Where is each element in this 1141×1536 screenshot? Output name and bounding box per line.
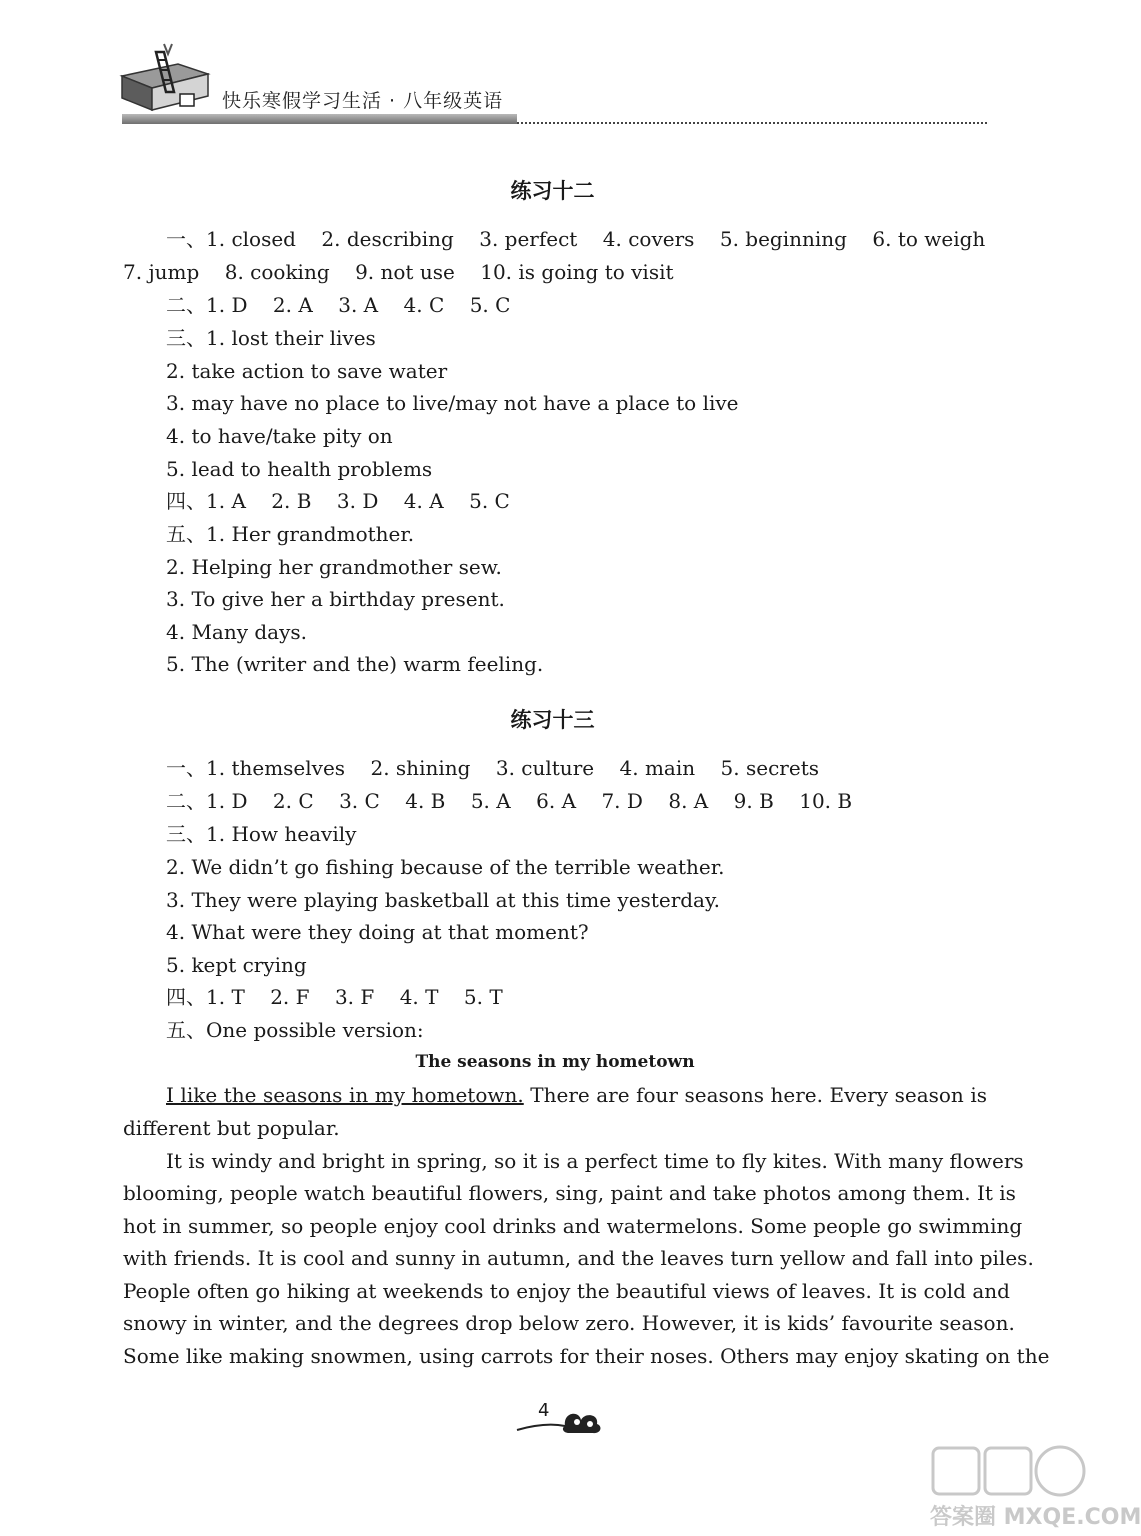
- essay-text: blooming, people watch beautiful flowers, sing, paint and take photos among them. It is: [123, 1181, 1016, 1205]
- essay-topic-sentence: I like the seasons in my hometown.: [166, 1083, 524, 1107]
- essay-paragraph-2-line: [123, 1343, 1050, 1369]
- answer-line: 3. may have no place to live/may not have a place to live: [166, 391, 739, 415]
- essay-text: It is windy and bright in spring, so it is a perfect time to fly kites. With many flowers: [166, 1149, 1024, 1173]
- watermark-text: 答案圈 MXQE.COM: [930, 1505, 1141, 1530]
- essay-title: The seasons in my hometown: [415, 1052, 695, 1072]
- answer-line: 一、1. closed 2. describing 3. perfect 4. covers 5. beginning 6. to weigh: [166, 227, 986, 251]
- answer-line: 5. The (writer and the) warm feeling.: [166, 652, 544, 676]
- answer-line: 四、1. A 2. B 3. D 4. A 5. C: [166, 489, 510, 513]
- answer-line: 4. to have/take pity on: [166, 424, 393, 448]
- answer-line: 三、1. How heavily: [166, 822, 357, 846]
- answer-line: 5. lead to health problems: [166, 457, 433, 481]
- header-title: 快乐寒假学习生活 · 八年级英语: [222, 90, 504, 112]
- answer-line: 4. Many days.: [166, 620, 308, 644]
- answer-line: 三、1. lost their lives: [166, 326, 376, 350]
- answer-line: 3. They were playing basketball at this time yesterday.: [166, 888, 720, 912]
- essay-paragraph-2-line: [123, 1213, 1023, 1239]
- answer-line: 5. kept crying: [166, 953, 307, 977]
- cloud-swirl-ornament-icon: [515, 1400, 605, 1440]
- answer-line: 3. To give her a birthday present.: [166, 587, 505, 611]
- answer-line: 五、1. Her grandmother.: [166, 522, 415, 546]
- essay-paragraph-2-line: [123, 1278, 1010, 1304]
- book-ladder-logo-icon: [118, 40, 213, 115]
- answer-line: 7. jump 8. cooking 9. not use 10. is going to visit: [123, 260, 674, 284]
- essay-paragraph-1-line-1: [166, 1082, 987, 1108]
- essay-text: with friends. It is cool and sunny in autumn, and the leaves turn yellow and fall into piles.: [123, 1246, 1034, 1270]
- essay-text: hot in summer, so people enjoy cool drinks and watermelons. Some people go swimming: [123, 1214, 1023, 1238]
- section-12-title: 练习十二: [510, 179, 595, 203]
- essay-text: snowy in winter, and the degrees drop below zero. However, it is kids’ favourite season.: [123, 1311, 1015, 1335]
- essay-text: Some like making snowmen, using carrots for their noses. Others may enjoy skating on the: [123, 1344, 1050, 1368]
- answer-line: 2. take action to save water: [166, 359, 448, 383]
- answer-line: 五、One possible version:: [166, 1018, 424, 1042]
- answer-line: 4. What were they doing at that moment?: [166, 920, 589, 944]
- answer-line: 四、1. T 2. F 3. F 4. T 5. T: [166, 985, 503, 1009]
- header-dotted-rule: [517, 122, 987, 124]
- answer-line: 二、1. D 2. C 3. C 4. B 5. A 6. A 7. D 8. A 9. B 10. B: [166, 789, 853, 813]
- essay-paragraph-2-line: [166, 1148, 1024, 1174]
- answer-line: 2. We didn’t go fishing because of the terrible weather.: [166, 855, 725, 879]
- header-bar: [122, 114, 517, 124]
- answer-line: 二、1. D 2. A 3. A 4. C 5. C: [166, 293, 511, 317]
- essay-text: different but popular.: [123, 1116, 340, 1140]
- page-number: 4: [538, 1400, 550, 1421]
- essay-text: There are four seasons here. Every season is: [523, 1083, 987, 1107]
- answer-line: 一、1. themselves 2. shining 3. culture 4. main 5. secrets: [166, 756, 819, 780]
- essay-paragraph-2-line: [123, 1245, 1034, 1271]
- essay-paragraph-2-line: [123, 1180, 1016, 1206]
- essay-paragraph-2-line: [123, 1310, 1015, 1336]
- essay-text: People often go hiking at weekends to enjoy the beautiful views of leaves. It is cold and: [123, 1279, 1010, 1303]
- section-13-title: 练习十三: [510, 708, 595, 732]
- answer-line: 2. Helping her grandmother sew.: [166, 555, 502, 579]
